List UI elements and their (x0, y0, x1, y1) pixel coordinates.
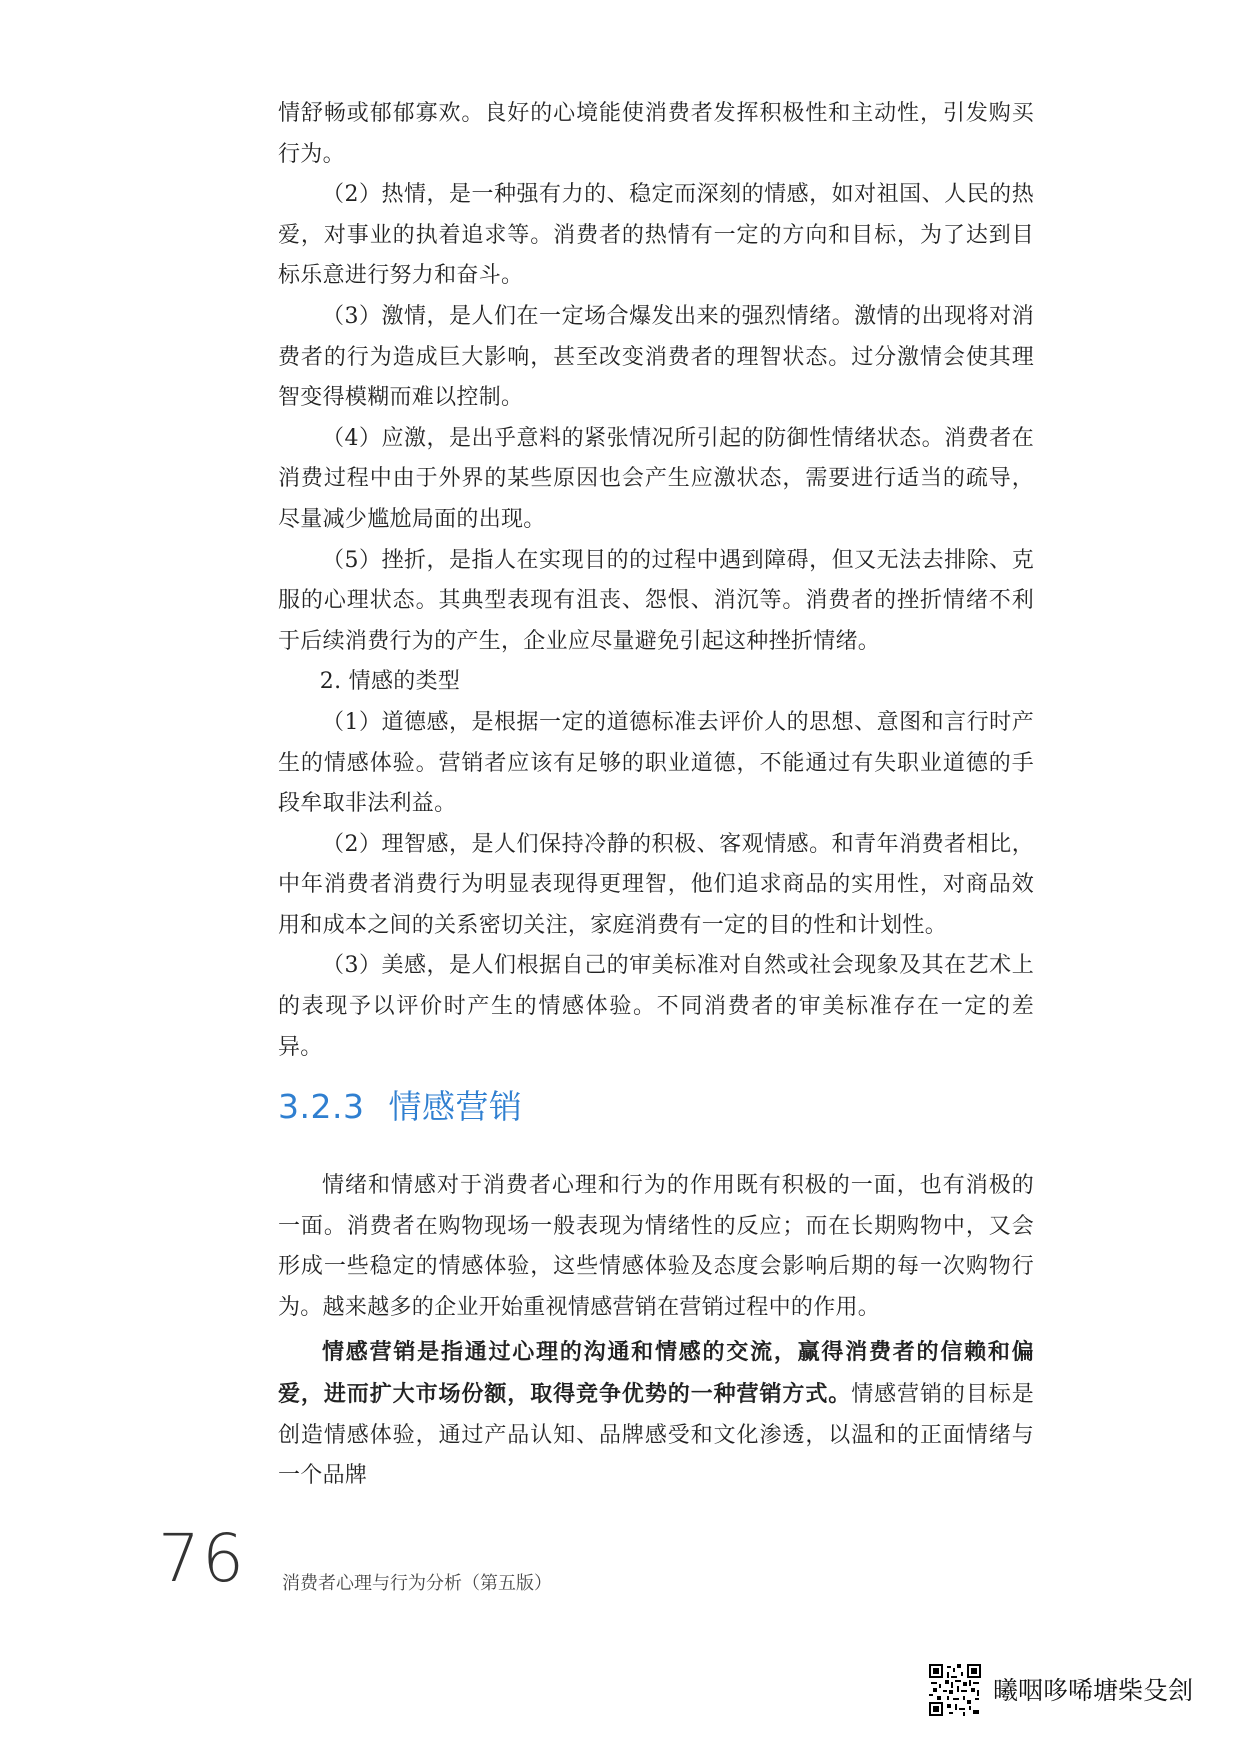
paragraph-intro: 情绪和情感对于消费者心理和行为的作用既有积极的一面，也有消极的一面。消费者在购物现场一般表现为情绪性的反应；而在长期购物中，又会形成一些稳定的情感体验，这些情感体验及态度会影响后期的每一次购物行为。越来越多的企业开始重视情感营销在营销过程中的作用。 (278, 1173, 1034, 1320)
body-text-top (278, 94, 1034, 1068)
subheading-emotion-types: 2. 情感的类型 (319, 669, 461, 695)
paragraph-definition (278, 1332, 1034, 1496)
section-number: 3.2.3 (278, 1087, 365, 1126)
paragraph-item-rational: （2）理智感，是人们保持冷静的积极、客观情感。和青年消费者相比，中年消费者消费行为明显表现得更理智，他们追求商品的实用性，对商品效用和成本之间的关系密切关注，家庭消费有一定的目的性和计划性。 (278, 831, 1034, 938)
definition-rest-text: 情感营销的目标是创造情感体验，通过产品认知、品牌感受和文化渗透，以温和的正面情绪与一个品牌 (278, 1381, 1034, 1489)
book-title: 消费者心理与行为分析（第五版） (282, 1573, 552, 1594)
paragraph-item-frustration: （5）挫折，是指人在实现目的的过程中遇到障碍，但又无法去排除、克服的心理状态。其典型表现有沮丧、怨恨、消沉等。消费者的挫折情绪不利于后续消费行为的产生，企业应尽量避免引起这种挫折情绪。 (278, 547, 1034, 654)
qr-code-icon (929, 1664, 981, 1716)
paragraph-item-passion: （2）热情，是一种强有力的、稳定而深刻的情感，如对祖国、人民的热爱，对事业的执着追求等。消费者的热情有一定的方向和目标，为了达到目标乐意进行努力和奋斗。 (278, 182, 1034, 289)
section-title: 情感营销 (388, 1087, 523, 1126)
watermark-text: 曦咽哆唏塘柴殳刽 (993, 1676, 1194, 1705)
section-heading (278, 1081, 522, 1128)
paragraph-item-stress: （4）应激，是出乎意料的紧张情况所引起的防御性情绪状态。消费者在消费过程中由于外界的某些原因也会产生应激状态，需要进行适当的疏导，尽量减少尴尬局面的出现。 (278, 425, 1034, 532)
paragraph-item-moral: （1）道德感，是根据一定的道德标准去评价人的思想、意图和言行时产生的情感体验。营销者应该有足够的职业道德，不能通过有失职业道德的手段牟取非法利益。 (278, 709, 1034, 817)
paragraph-item-excitement: （3）激情，是人们在一定场合爆发出来的强烈情绪。激情的出现将对消费者的行为造成巨大影响，甚至改变消费者的理智状态。过分激情会使其理智变得模糊而难以控制。 (278, 303, 1034, 411)
paragraph-continued: 情舒畅或郁郁寡欢。良好的心境能使消费者发挥积极性和主动性，引发购买行为。 (278, 101, 1034, 167)
body-text-bottom (278, 1166, 1034, 1501)
paragraph-item-aesthetic: （3）美感，是人们根据自己的审美标准对自然或社会现象及其在艺术上的表现予以评价时产生的情感体验。不同消费者的审美标准存在一定的差异。 (278, 953, 1034, 1060)
definition-bold-text: 情感营销是指通过心理的沟通和情感的交流，赢得消费者的信赖和偏爱，进而扩大市场份额，取得竞争优势的一种营销方式。 (278, 1339, 1034, 1407)
page-number: 76 (158, 1520, 246, 1597)
